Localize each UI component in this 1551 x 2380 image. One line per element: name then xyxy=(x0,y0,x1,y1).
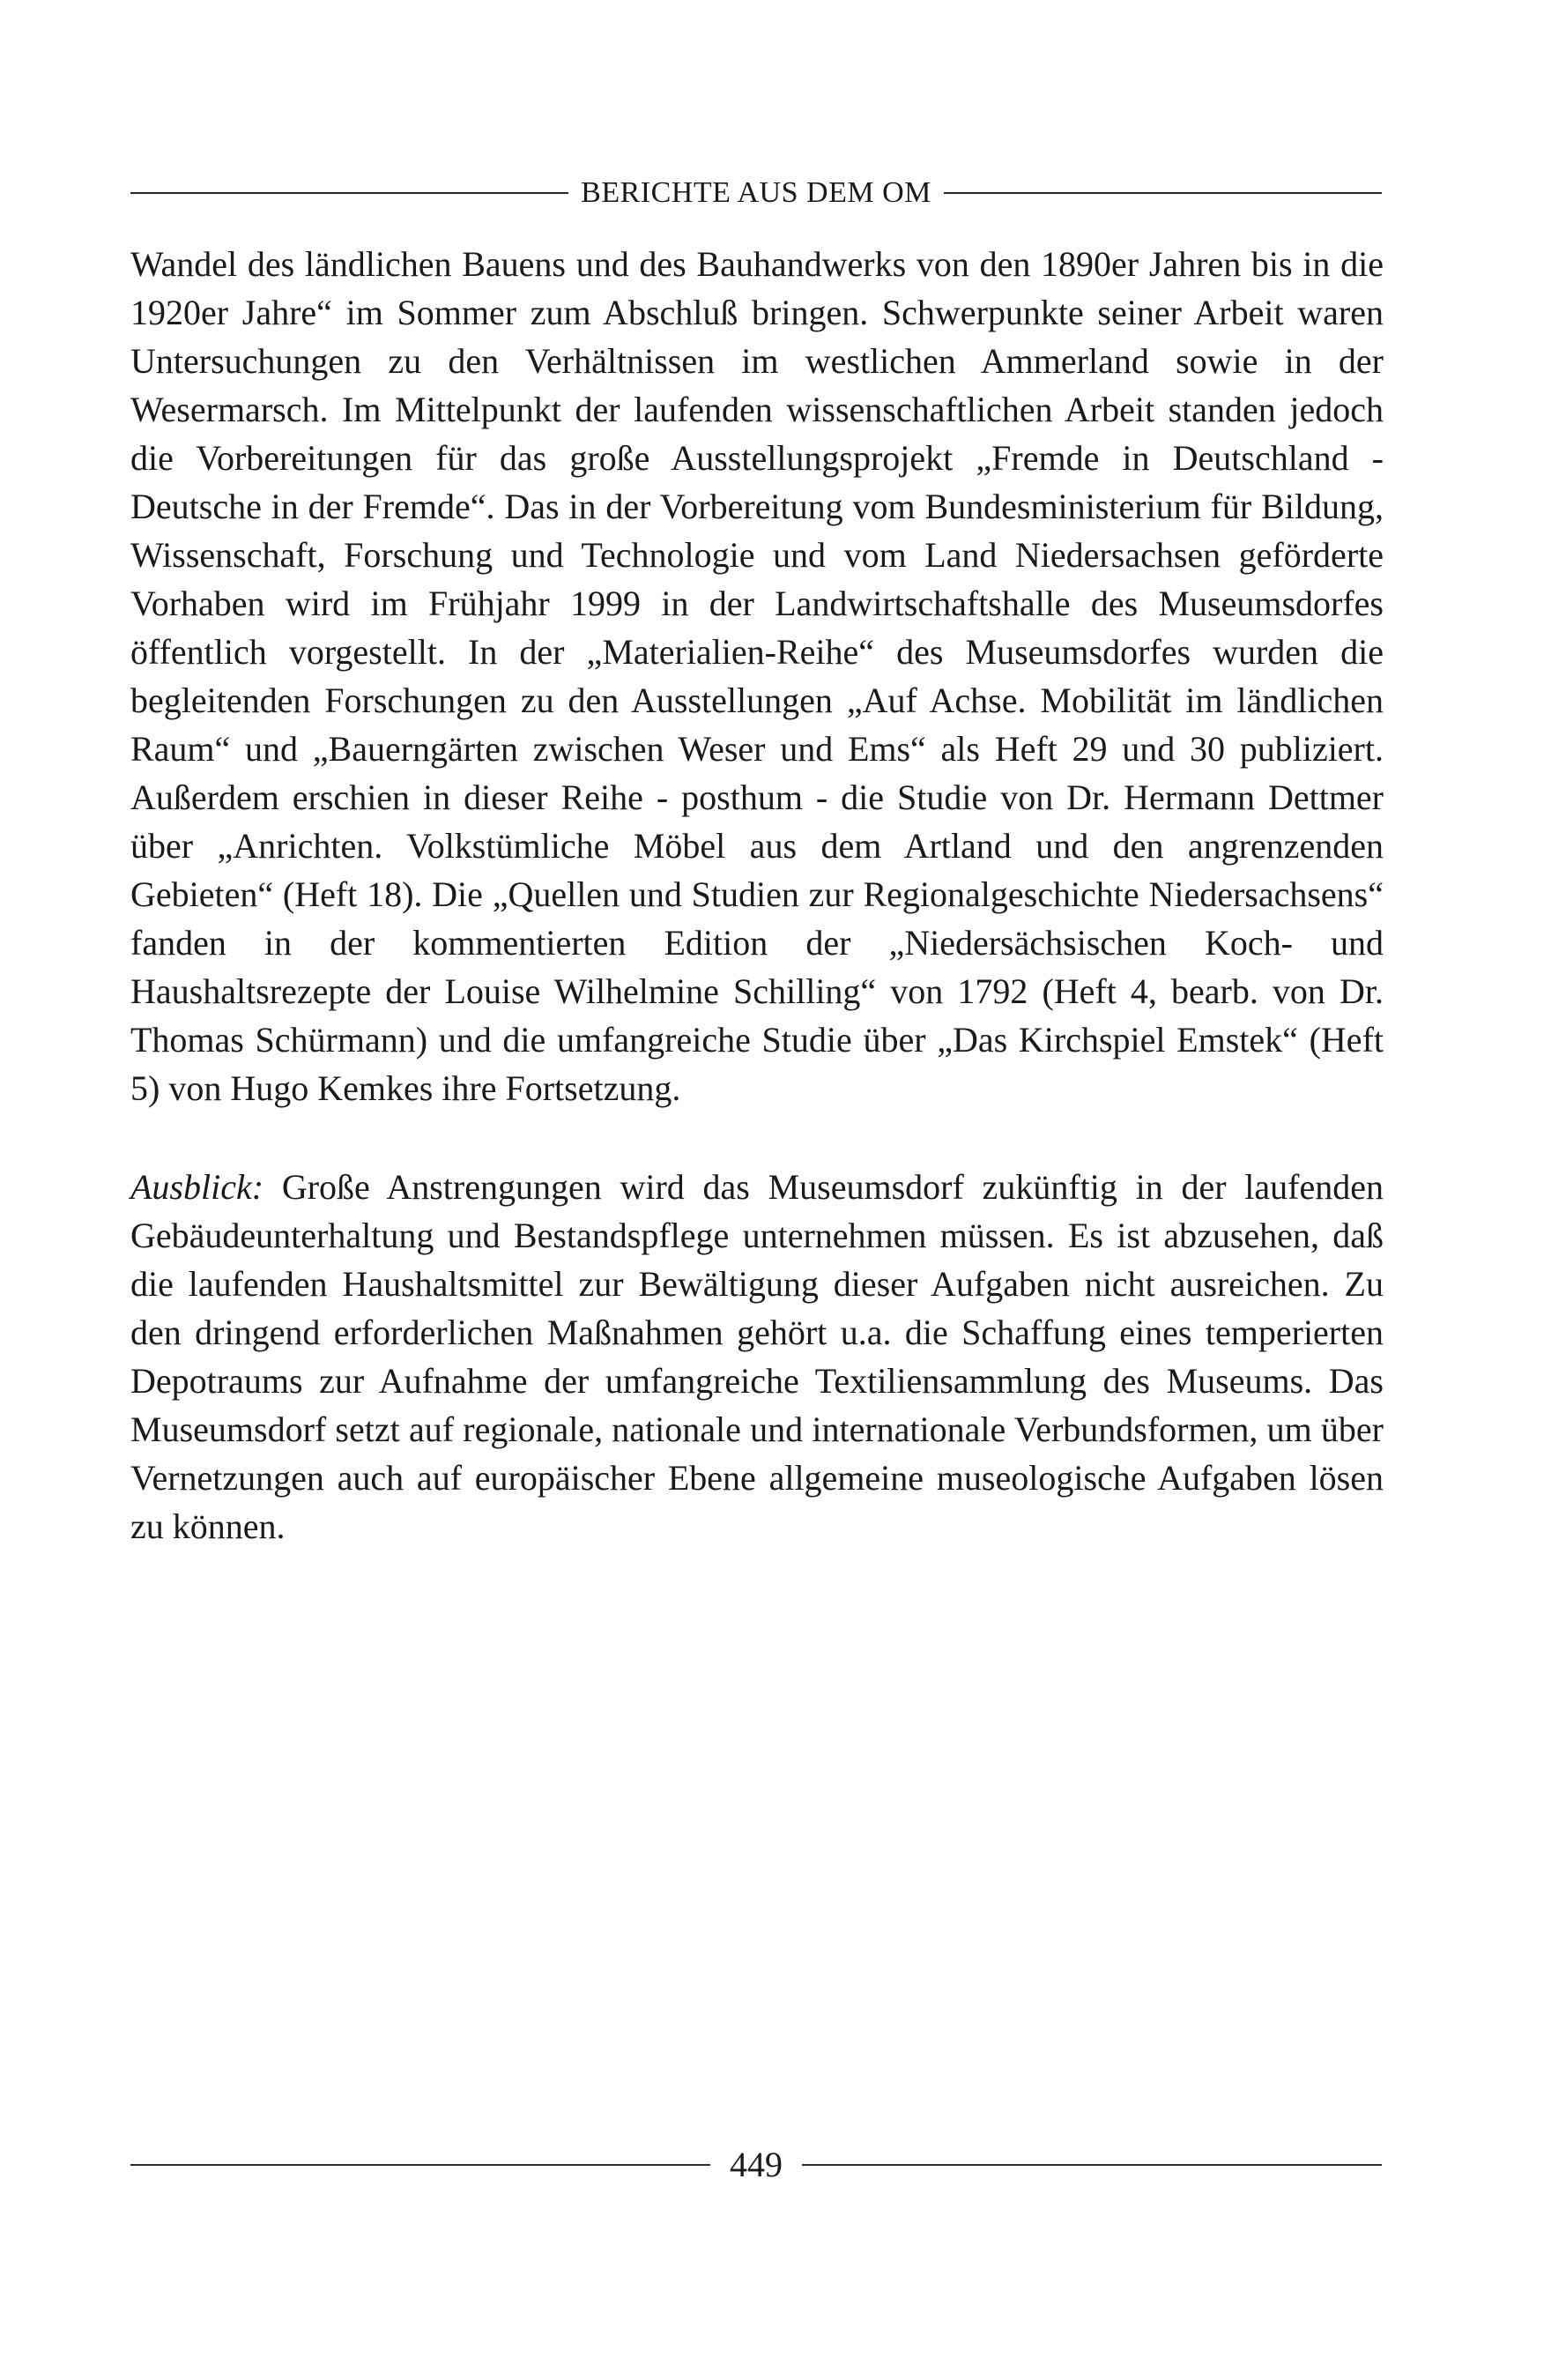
page-number: 449 xyxy=(730,2145,783,2184)
body-text xyxy=(130,240,1384,1551)
running-title: BERICHTE AUS DEM OM xyxy=(581,176,931,209)
header-rule-right xyxy=(944,192,1382,194)
paragraph-1: Wandel des ländlichen Bauens und des Bauhandwerks von den 1890er Jahren bis in die 1920er Jahre“ im Sommer zum Abschluß bringen. Schwerpunkte seiner Arbeit waren Untersuchungen zu den Verhältnissen im westlichen Ammerland sowie in der Wesermarsch. Im Mittelpunkt der laufenden wissenschaftlichen Arbeit standen jedoch die Vorbereitungen für das große Ausstellungsprojekt „Fremde in Deutschland - Deutsche in der Fremde“. Das in der Vorbereitung vom Bundesministerium für Bildung, Wissenschaft, Forschung und Technologie und vom Land Niedersachsen geförderte Vorhaben wird im Frühjahr 1999 in der Landwirtschaftshalle des Museumsdorfes öffentlich vorgestellt. In der „Materialien-Reihe“ des Museumsdorfes wurden die begleitenden Forschungen zu den Ausstellungen „Auf Achse. Mobilität im ländlichen Raum“ und „Bauerngärten zwischen Weser und Ems“ als Heft 29 und 30 publiziert. Außerdem erschien in dieser Reihe - posthum - die Studie von Dr. Hermann Dettmer über „Anrichten. Volkstümliche Möbel aus dem Artland und den angrenzenden Gebieten“ (Heft 18). Die „Quellen und Studien zur Regionalgeschichte Niedersachsens“ fanden in der kommentierten Edition der „Niedersächsischen Koch- und Haushaltsrezepte der Louise Wilhelmine Schilling“ von 1792 (Heft 4, bearb. von Dr. Thomas Schürmann) und die umfangreiche Studie über „Das Kirchspiel Emstek“ (Heft 5) von Hugo Kemkes ihre Fortsetzung. xyxy=(130,244,1384,1108)
paragraph-2-text: Große Anstrengungen wird das Museumsdorf zukünftig in der laufenden Gebäudeunterhaltung und Bestandspflege unternehmen müssen. Es ist abzusehen, daß die laufenden Haushaltsmittel zur Bewältigung dieser Aufgaben nicht ausreichen. Zu den dringend erforderlichen Maßnahmen gehört u.a. die Schaffung eines temperierten Depotraums zur Aufnahme der umfangreiche Textiliensammlung des Museums. Das Museumsdorf setzt auf regionale, nationale und internationale Verbundsformen, um über Vernetzungen auch auf europäischer Ebene allgemeine museologische Aufgaben lösen zu können. xyxy=(130,1167,1384,1546)
page-footer xyxy=(130,2144,1382,2185)
header-rule-left xyxy=(130,192,568,194)
footer-rule-left xyxy=(130,2164,710,2166)
paragraph-2-lead: Ausblick: xyxy=(130,1167,264,1207)
footer-rule-right xyxy=(802,2164,1382,2166)
paragraph-2 xyxy=(130,1163,1384,1551)
running-header xyxy=(130,176,1382,210)
